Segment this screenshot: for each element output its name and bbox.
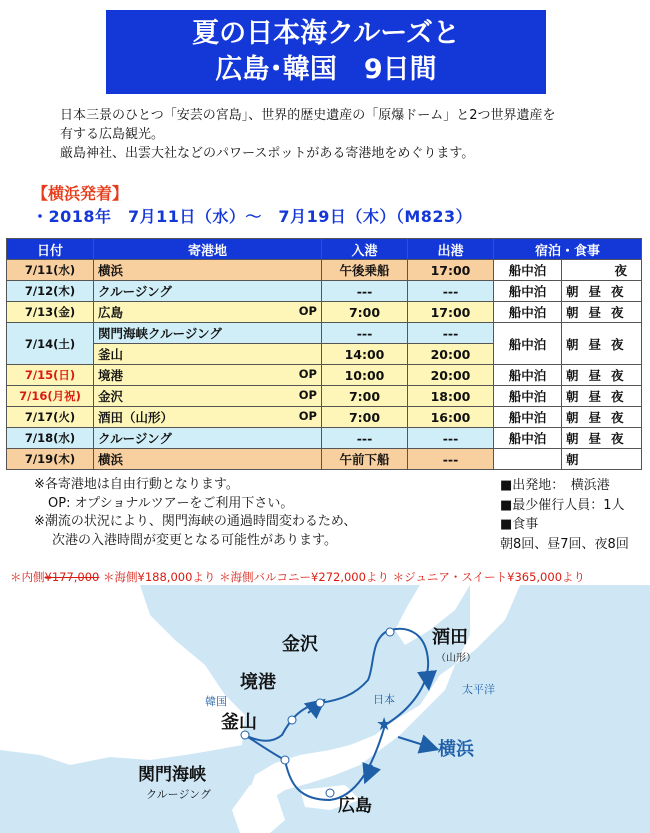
- row-date: 7/18(水): [7, 428, 94, 449]
- departure-label: 【横浜発着】: [32, 184, 129, 203]
- label-sakaiminato: 境港: [240, 672, 276, 693]
- row-arrival: 午後乗船: [322, 260, 408, 281]
- price-ocean: ＊海側¥188,000より: [103, 570, 216, 584]
- kanazawa-dot: [316, 699, 324, 707]
- label-sakata: 酒田: [432, 627, 468, 648]
- table-row: [7, 407, 642, 428]
- price-inside-label: ＊内側: [10, 570, 45, 584]
- label-kanmon: 関門海峡: [138, 765, 206, 785]
- row-arrival: 14:00: [322, 344, 408, 365]
- row-departure: 17:00: [408, 302, 494, 323]
- row-departure: 17:00: [408, 260, 494, 281]
- row-port: [94, 281, 322, 302]
- row-date: 7/16(月祝): [7, 386, 94, 407]
- tour-info: [500, 476, 648, 554]
- row-departure: ---: [408, 449, 494, 470]
- row-departure: ---: [408, 428, 494, 449]
- row-date: 7/19(木): [7, 449, 94, 470]
- header-port: 寄港地: [94, 239, 322, 260]
- row-date: 7/12(木): [7, 281, 94, 302]
- row-stay: 船中泊: [494, 407, 562, 428]
- port-name: 酒田（山形）: [98, 410, 174, 425]
- note-2: OP: オプショナルツアーをご利用下さい。: [48, 495, 294, 511]
- label-hiroshima: 広島: [338, 796, 372, 816]
- row-arrival: 10:00: [322, 365, 408, 386]
- row-meal: 朝昼夜: [562, 407, 642, 428]
- row-stay: 船中泊: [494, 281, 562, 302]
- intro-line-2: 有する広島観光。: [60, 127, 165, 142]
- row-departure: ---: [408, 323, 494, 344]
- row-port: [94, 260, 322, 281]
- op-badge: OP: [298, 367, 317, 381]
- title-line-2: 広島･韓国 9日間: [215, 54, 437, 85]
- row-meal: 朝昼夜: [562, 428, 642, 449]
- row-meal: 朝: [562, 449, 642, 470]
- row-arrival: 7:00: [322, 407, 408, 428]
- port-name: 境港: [98, 368, 124, 383]
- yokohama-star-icon: ★: [376, 714, 393, 735]
- row-port: [94, 449, 322, 470]
- sakata-dot: [386, 628, 394, 636]
- info-min-people: ■最少催行人員：1人: [500, 497, 625, 513]
- label-kanazawa: 金沢: [282, 634, 318, 655]
- label-pacific: 太平洋: [462, 683, 495, 696]
- row-arrival: ---: [322, 428, 408, 449]
- price-balcony: ＊海側バルコニー¥272,000より: [219, 570, 389, 584]
- row-stay: 船中泊: [494, 323, 562, 365]
- table-row: [7, 428, 642, 449]
- label-busan: 釜山: [221, 712, 257, 733]
- label-korea: 韓国: [205, 695, 227, 708]
- row-port: [94, 407, 322, 428]
- port-name: 横浜: [98, 452, 124, 467]
- kanmon-dot: [281, 756, 289, 764]
- port-name: クルージング: [98, 284, 172, 299]
- departure-dates: ・2018年 7月11日（水）～ 7月19日（木）（M823）: [32, 207, 473, 226]
- table-header-row: [7, 239, 642, 260]
- row-departure: 16:00: [408, 407, 494, 428]
- note-1: ※各寄港地は自由行動となります。: [34, 477, 239, 492]
- row-departure: 18:00: [408, 386, 494, 407]
- port-name: 広島: [98, 305, 124, 320]
- row-date: 7/17(火): [7, 407, 94, 428]
- row-meal: 朝昼夜: [562, 365, 642, 386]
- port-name: 関門海峡クルージング: [98, 326, 222, 341]
- row-departure: ---: [408, 281, 494, 302]
- note-3: ※潮流の状況により、関門海峡の通過時間変わるため、: [34, 514, 357, 529]
- row-date: 7/15(日): [7, 365, 94, 386]
- price-inside-old: ¥177,000: [44, 570, 100, 584]
- port-name: 釜山: [98, 347, 124, 362]
- row-port: [94, 302, 322, 323]
- hiroshima-dot: [326, 789, 334, 797]
- row-stay: 船中泊: [494, 260, 562, 281]
- row-departure: 20:00: [408, 344, 494, 365]
- sakaiminato-dot: [288, 716, 296, 724]
- intro-line-3: 厳島神社、出雲大社などのパワースポットがある寄港地をめぐります。: [60, 146, 475, 161]
- op-badge: OP: [298, 304, 317, 318]
- label-sakata-sub: （山形）: [436, 653, 476, 664]
- label-japan: 日本: [373, 693, 395, 706]
- row-port: [94, 344, 322, 365]
- row-date: 7/13(金): [7, 302, 94, 323]
- row-port: [94, 323, 322, 344]
- row-meal: 朝昼夜: [562, 386, 642, 407]
- row-meal: 朝昼夜: [562, 323, 642, 365]
- table-row: [7, 260, 642, 281]
- table-row: [7, 449, 642, 470]
- row-port: [94, 386, 322, 407]
- route-map: [0, 585, 650, 833]
- price-suite: ＊ジュニア・スイート¥365,000より: [392, 570, 586, 584]
- notes: [34, 476, 464, 550]
- table-row: [7, 386, 642, 407]
- row-meal: 朝昼夜: [562, 281, 642, 302]
- info-departure-port: ■出発地： 横浜港: [500, 478, 610, 493]
- table-row: [7, 323, 642, 344]
- label-yokohama: 横浜: [438, 739, 474, 760]
- itinerary-table: [6, 238, 642, 470]
- label-kanmon-sub: クルージング: [146, 788, 211, 801]
- header-date: 日付: [7, 239, 94, 260]
- op-badge: OP: [298, 388, 317, 402]
- row-arrival: 7:00: [322, 302, 408, 323]
- table-row: [7, 365, 642, 386]
- row-stay: 船中泊: [494, 386, 562, 407]
- port-name: 金沢: [98, 389, 124, 404]
- row-port: [94, 365, 322, 386]
- note-4: 次港の入港時間が変更となる可能性があります。: [52, 532, 337, 548]
- port-name: 横浜: [98, 263, 124, 278]
- row-arrival: ---: [322, 323, 408, 344]
- route-arrow: [427, 671, 428, 681]
- row-stay: [494, 449, 562, 470]
- op-badge: OP: [298, 409, 317, 423]
- price-list: [10, 569, 650, 585]
- row-arrival: ---: [322, 281, 408, 302]
- info-meals-label: ■食事: [500, 517, 539, 532]
- row-stay: 船中泊: [494, 365, 562, 386]
- table-row: [7, 281, 642, 302]
- header-stay-meal: 宿泊・食事: [494, 239, 642, 260]
- row-meal: 朝昼夜: [562, 302, 642, 323]
- row-date: 7/14(土): [7, 323, 94, 365]
- table-row: [7, 302, 642, 323]
- intro-text: [60, 106, 620, 163]
- port-name: クルージング: [98, 431, 172, 446]
- title-banner: [106, 10, 546, 94]
- title-line-1: 夏の日本海クルーズと: [192, 18, 460, 49]
- row-arrival: 7:00: [322, 386, 408, 407]
- row-meal: 夜: [562, 260, 642, 281]
- row-stay: 船中泊: [494, 302, 562, 323]
- intro-line-1: 日本三景のひとつ「安芸の宮島」、世界的歴史遺産の「原爆ドーム」と2つ世界遺産を: [60, 108, 556, 123]
- header-departure: 出港: [408, 239, 494, 260]
- row-date: 7/11(水): [7, 260, 94, 281]
- row-arrival: 午前下船: [322, 449, 408, 470]
- row-departure: 20:00: [408, 365, 494, 386]
- row-stay: 船中泊: [494, 428, 562, 449]
- header-arrival: 入港: [322, 239, 408, 260]
- row-port: [94, 428, 322, 449]
- info-meals: 朝8回、昼7回、夜8回: [500, 536, 629, 552]
